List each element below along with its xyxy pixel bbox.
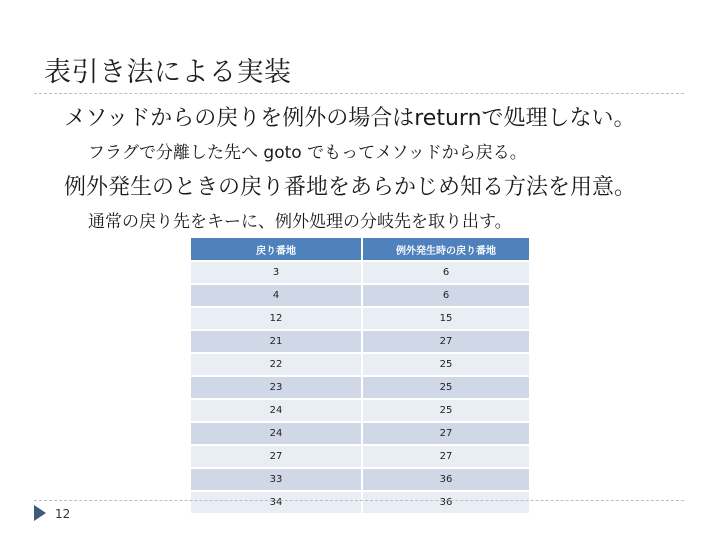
- table-row: [191, 331, 529, 352]
- table-cell: 22: [191, 354, 361, 375]
- table-cell: 12: [191, 308, 361, 329]
- table-header-row: [191, 238, 529, 260]
- slide-marker-icon: [34, 505, 46, 521]
- return-address-table: [191, 236, 529, 515]
- table-cell: 25: [361, 377, 529, 398]
- table-cell: 36: [361, 492, 529, 513]
- table-cell: 27: [361, 331, 529, 352]
- table-row: [191, 446, 529, 467]
- bullet-1-text: メソッドからの戻りを例外の場合はreturnで処理しない。: [64, 106, 636, 131]
- table-row: [191, 469, 529, 490]
- table-row: [191, 308, 529, 329]
- table-cell: 27: [191, 446, 361, 467]
- table-cell: 27: [361, 423, 529, 444]
- table-row: [191, 285, 529, 306]
- bullet-2-text: 例外発生のときの戻り番地をあらかじめ知る方法を用意。: [64, 175, 637, 200]
- table-row: [191, 423, 529, 444]
- table-cell: 25: [361, 354, 529, 375]
- footer-divider: [34, 500, 684, 501]
- table-cell: 3: [191, 262, 361, 283]
- bullet-1-subtext: フラグで分離した先へ goto でもってメソッドから戻る。: [88, 143, 527, 163]
- table-cell: 24: [191, 400, 361, 421]
- column-header-exception-return-address: 例外発生時の戻り番地: [361, 238, 529, 260]
- table-cell: 6: [361, 262, 529, 283]
- table-cell: 21: [191, 331, 361, 352]
- table-row: [191, 262, 529, 283]
- table-cell: 25: [361, 400, 529, 421]
- table-cell: 33: [191, 469, 361, 490]
- table-row: [191, 354, 529, 375]
- table-cell: 15: [361, 308, 529, 329]
- bullet-2-subtext: 通常の戻り先をキーに、例外処理の分岐先を取り出す。: [88, 212, 512, 232]
- slide-title: 表引き法による実装: [44, 57, 292, 88]
- column-header-return-address: 戻り番地: [191, 238, 361, 260]
- page-number: 12: [55, 507, 71, 521]
- table-cell: 6: [361, 285, 529, 306]
- table-cell: 4: [191, 285, 361, 306]
- title-divider: [34, 93, 684, 94]
- table-row: [191, 492, 529, 513]
- table-cell: 27: [361, 446, 529, 467]
- table-cell: 36: [361, 469, 529, 490]
- table-row: [191, 377, 529, 398]
- table-cell: 24: [191, 423, 361, 444]
- table-row: [191, 400, 529, 421]
- table-cell: 23: [191, 377, 361, 398]
- table-cell: 34: [191, 492, 361, 513]
